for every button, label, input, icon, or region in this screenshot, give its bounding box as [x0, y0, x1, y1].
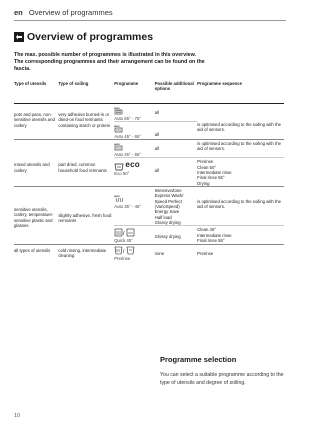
cell-programme: / Prerinse: [114, 244, 154, 262]
cell-programme: auto Auto 65° - 75°: [114, 104, 154, 122]
svg-text:/: /: [123, 231, 125, 238]
programme-selection-heading: Programme selection: [160, 355, 237, 364]
cell-sequence: Prerinse: [197, 244, 284, 262]
cell-options: none: [155, 244, 197, 262]
cell-sequence: is optimised according to the soiling with the aid of sensors.: [197, 187, 284, 226]
cell-programme: / Quick 45°: [114, 226, 154, 244]
programme-selection-text: You can select a suitable programme according to the type of utensils and degree of soiling.: [160, 372, 284, 386]
cell-programme: eco Eco 50°: [114, 158, 154, 187]
cell-soiling: slightly adhesive, fresh food remnants: [58, 187, 114, 244]
cell-programme: auto Auto 45° - 65°: [114, 140, 154, 158]
cell-soiling: part dried, common household food remnants: [58, 140, 114, 187]
table-row: [14, 104, 284, 122]
cell-options: all: [155, 158, 197, 187]
auto-45-65-icon: [114, 124, 153, 133]
cell-options: all: [155, 140, 197, 158]
auto-35-45-icon: [114, 194, 153, 203]
col-sequence: Programme sequence: [197, 81, 284, 104]
cell-utensils: sensitive utensils, cutlery, temperature-sensitive plastic and glasses: [14, 187, 58, 244]
page-header: [14, 8, 113, 17]
col-programme: Programme: [114, 81, 154, 104]
cell-soiling: very adhesive burned-in or dried-on food remnants containing starch or protein: [58, 112, 111, 128]
table-header-row: [14, 81, 284, 104]
col-utensils: Type of utensils: [14, 81, 58, 104]
cell-options: IntensiveZone Express Wash/ Speed Perfect (VarioSpeed) Energy Save Half load Glossy drying: [155, 187, 197, 226]
cell-programme: auto Auto 35° - 45°: [114, 187, 154, 226]
intro-text: The max. possible number of programmes is illustrated in this overview. The corresponding programmes and their arrangement can be found on the fascia.: [14, 52, 205, 73]
cell-utensils: pots and pans, non-sensitive utensils and cutlery: [14, 112, 55, 128]
svg-text:auto: auto: [114, 142, 121, 147]
quick-45-icon: [114, 228, 153, 237]
table-row: [14, 140, 284, 158]
language-code: en: [14, 8, 23, 17]
cell-options: all: [154, 110, 159, 115]
svg-text:/: /: [123, 249, 125, 256]
cell-sequence: Prerinse Clean 50° Intermediate rinse Final rinse 65° Drying: [197, 158, 284, 187]
section-title: [14, 31, 153, 43]
eco-icon: eco: [114, 160, 153, 170]
programme-table: [14, 81, 284, 262]
page-title: Overview of programmes: [27, 31, 154, 43]
cell-sequence: Clean 45° Intermediate rinse Final rinse 55°: [197, 226, 284, 244]
table-row: [14, 187, 284, 226]
table-row: [14, 244, 284, 262]
svg-text:auto: auto: [114, 194, 121, 199]
cell-programme: auto Auto 45° - 65°: [114, 122, 154, 140]
cell-sequence: is optimised according to the soiling with the aid of sensors.: [197, 140, 284, 158]
auto-45-65-icon: [114, 142, 153, 151]
col-soiling: Type of soiling: [58, 81, 114, 104]
cell-sequence: is optimised according to the soiling with the aid of sensors.: [197, 122, 281, 133]
auto-65-75-icon: [114, 106, 153, 115]
svg-text:auto: auto: [114, 105, 121, 110]
cell-soiling: cold rinsing, intermediate cleaning: [58, 244, 114, 262]
header-divider: [14, 20, 286, 21]
cell-utensils: mixed utensils and cutlery: [14, 140, 58, 187]
cell-options: all: [155, 122, 197, 140]
page-number: 10: [14, 413, 21, 419]
col-options: Possible additional options: [155, 81, 197, 104]
cell-options: Glossy drying: [155, 226, 197, 244]
svg-text:auto: auto: [114, 123, 121, 128]
section-name: Overview of programmes: [28, 8, 113, 17]
cell-utensils: all types of utensils: [14, 244, 58, 262]
prerinse-icon: [114, 246, 153, 255]
programme-overview-icon: [14, 32, 24, 42]
